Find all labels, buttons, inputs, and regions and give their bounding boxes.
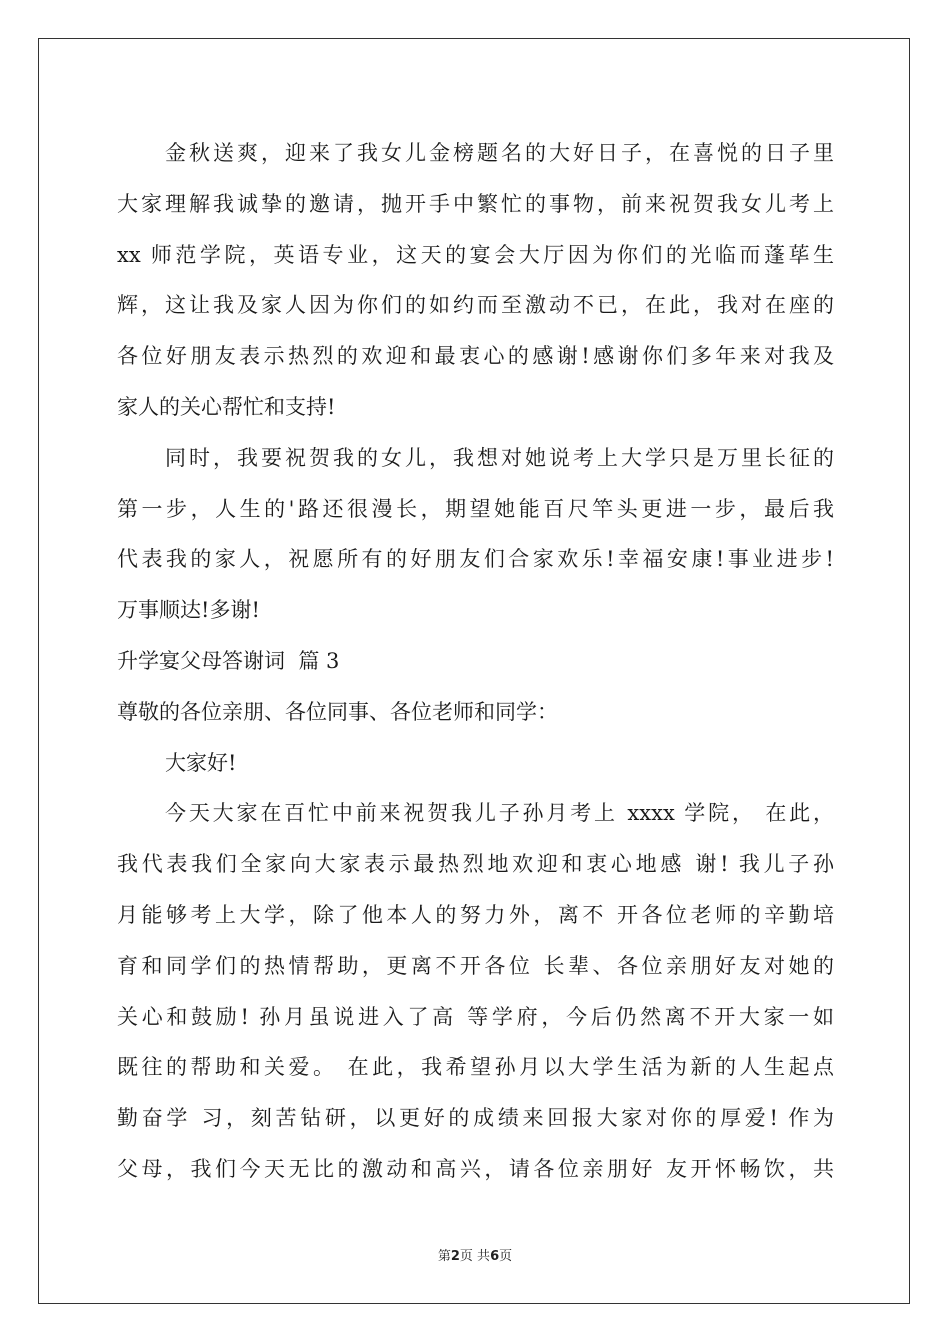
text-line: 代表我的家人，祝愿所有的好朋友们合家欢乐!幸福安康!事业进步!	[117, 547, 834, 572]
text-line: 大家理解我诚挚的邀请，抛开手中繁忙的事物，前来祝贺我女儿考上	[117, 191, 834, 216]
page-footer	[0, 1245, 950, 1264]
text-line: 万事顺达!多谢!	[117, 598, 260, 623]
text-line: 同时，我要祝贺我的女儿，我想对她说考上大学只是万里长征的	[165, 445, 834, 470]
text-line: 辉，这让我及家人因为你们的如约而至激动不已，在此，我对在座的	[117, 293, 834, 318]
text-line: 关心和鼓励! 孙月虽说进入了高 等学府，今后仍然离不开大家一如	[117, 1004, 834, 1029]
footer-total-pages: 6	[490, 1249, 500, 1264]
salutation: 尊敬的各位亲朋、各位同事、各位老师和同学：	[117, 699, 558, 724]
text-line: 家人的关心帮忙和支持!	[117, 394, 336, 419]
footer-prefix: 第	[437, 1249, 451, 1264]
footer-page-number: 2	[450, 1249, 460, 1264]
text-line: 今天大家在百忙中前来祝贺我儿子孙月考上 xxxx 学院， 在此，	[165, 801, 834, 826]
greeting: 大家好!	[165, 750, 237, 775]
text-line: 父母，我们今天无比的激动和高兴，请各位亲朋好 友开怀畅饮，共	[117, 1156, 834, 1181]
document-body	[117, 128, 834, 1195]
text-line: 金秋送爽，迎来了我女儿金榜题名的大好日子，在喜悦的日子里	[165, 141, 834, 165]
text-line: 既往的帮助和关爱。 在此，我希望孙月以大学生活为新的人生起点	[117, 1055, 834, 1080]
text-line: 各位好朋友表示热烈的欢迎和最衷心的感谢!感谢你们多年来对我及	[117, 344, 834, 369]
footer-suffix: 页	[499, 1249, 513, 1264]
section-heading: 升学宴父母答谢词 篇 3	[117, 648, 340, 673]
text-line: 勤奋学 习，刻苦钻研，以更好的成绩来回报大家对你的厚爱! 作为	[117, 1106, 834, 1131]
text-line: 第一步，人生的'路还很漫长，期望她能百尺竿头更进一步，最后我	[117, 496, 834, 521]
text-line: 我代表我们全家向大家表示最热烈地欢迎和衷心地感 谢! 我儿子孙	[117, 852, 834, 877]
text-line: 月能够考上大学，除了他本人的努力外，离不 开各位老师的辛勤培	[117, 902, 834, 927]
text-line: 育和同学们的热情帮助，更离不开各位 长辈、各位亲朋好友对她的	[117, 953, 834, 978]
footer-mid: 页 共	[459, 1249, 491, 1264]
text-line: xx 师范学院，英语专业，这天的宴会大厅因为你们的光临而蓬荜生	[117, 242, 834, 267]
